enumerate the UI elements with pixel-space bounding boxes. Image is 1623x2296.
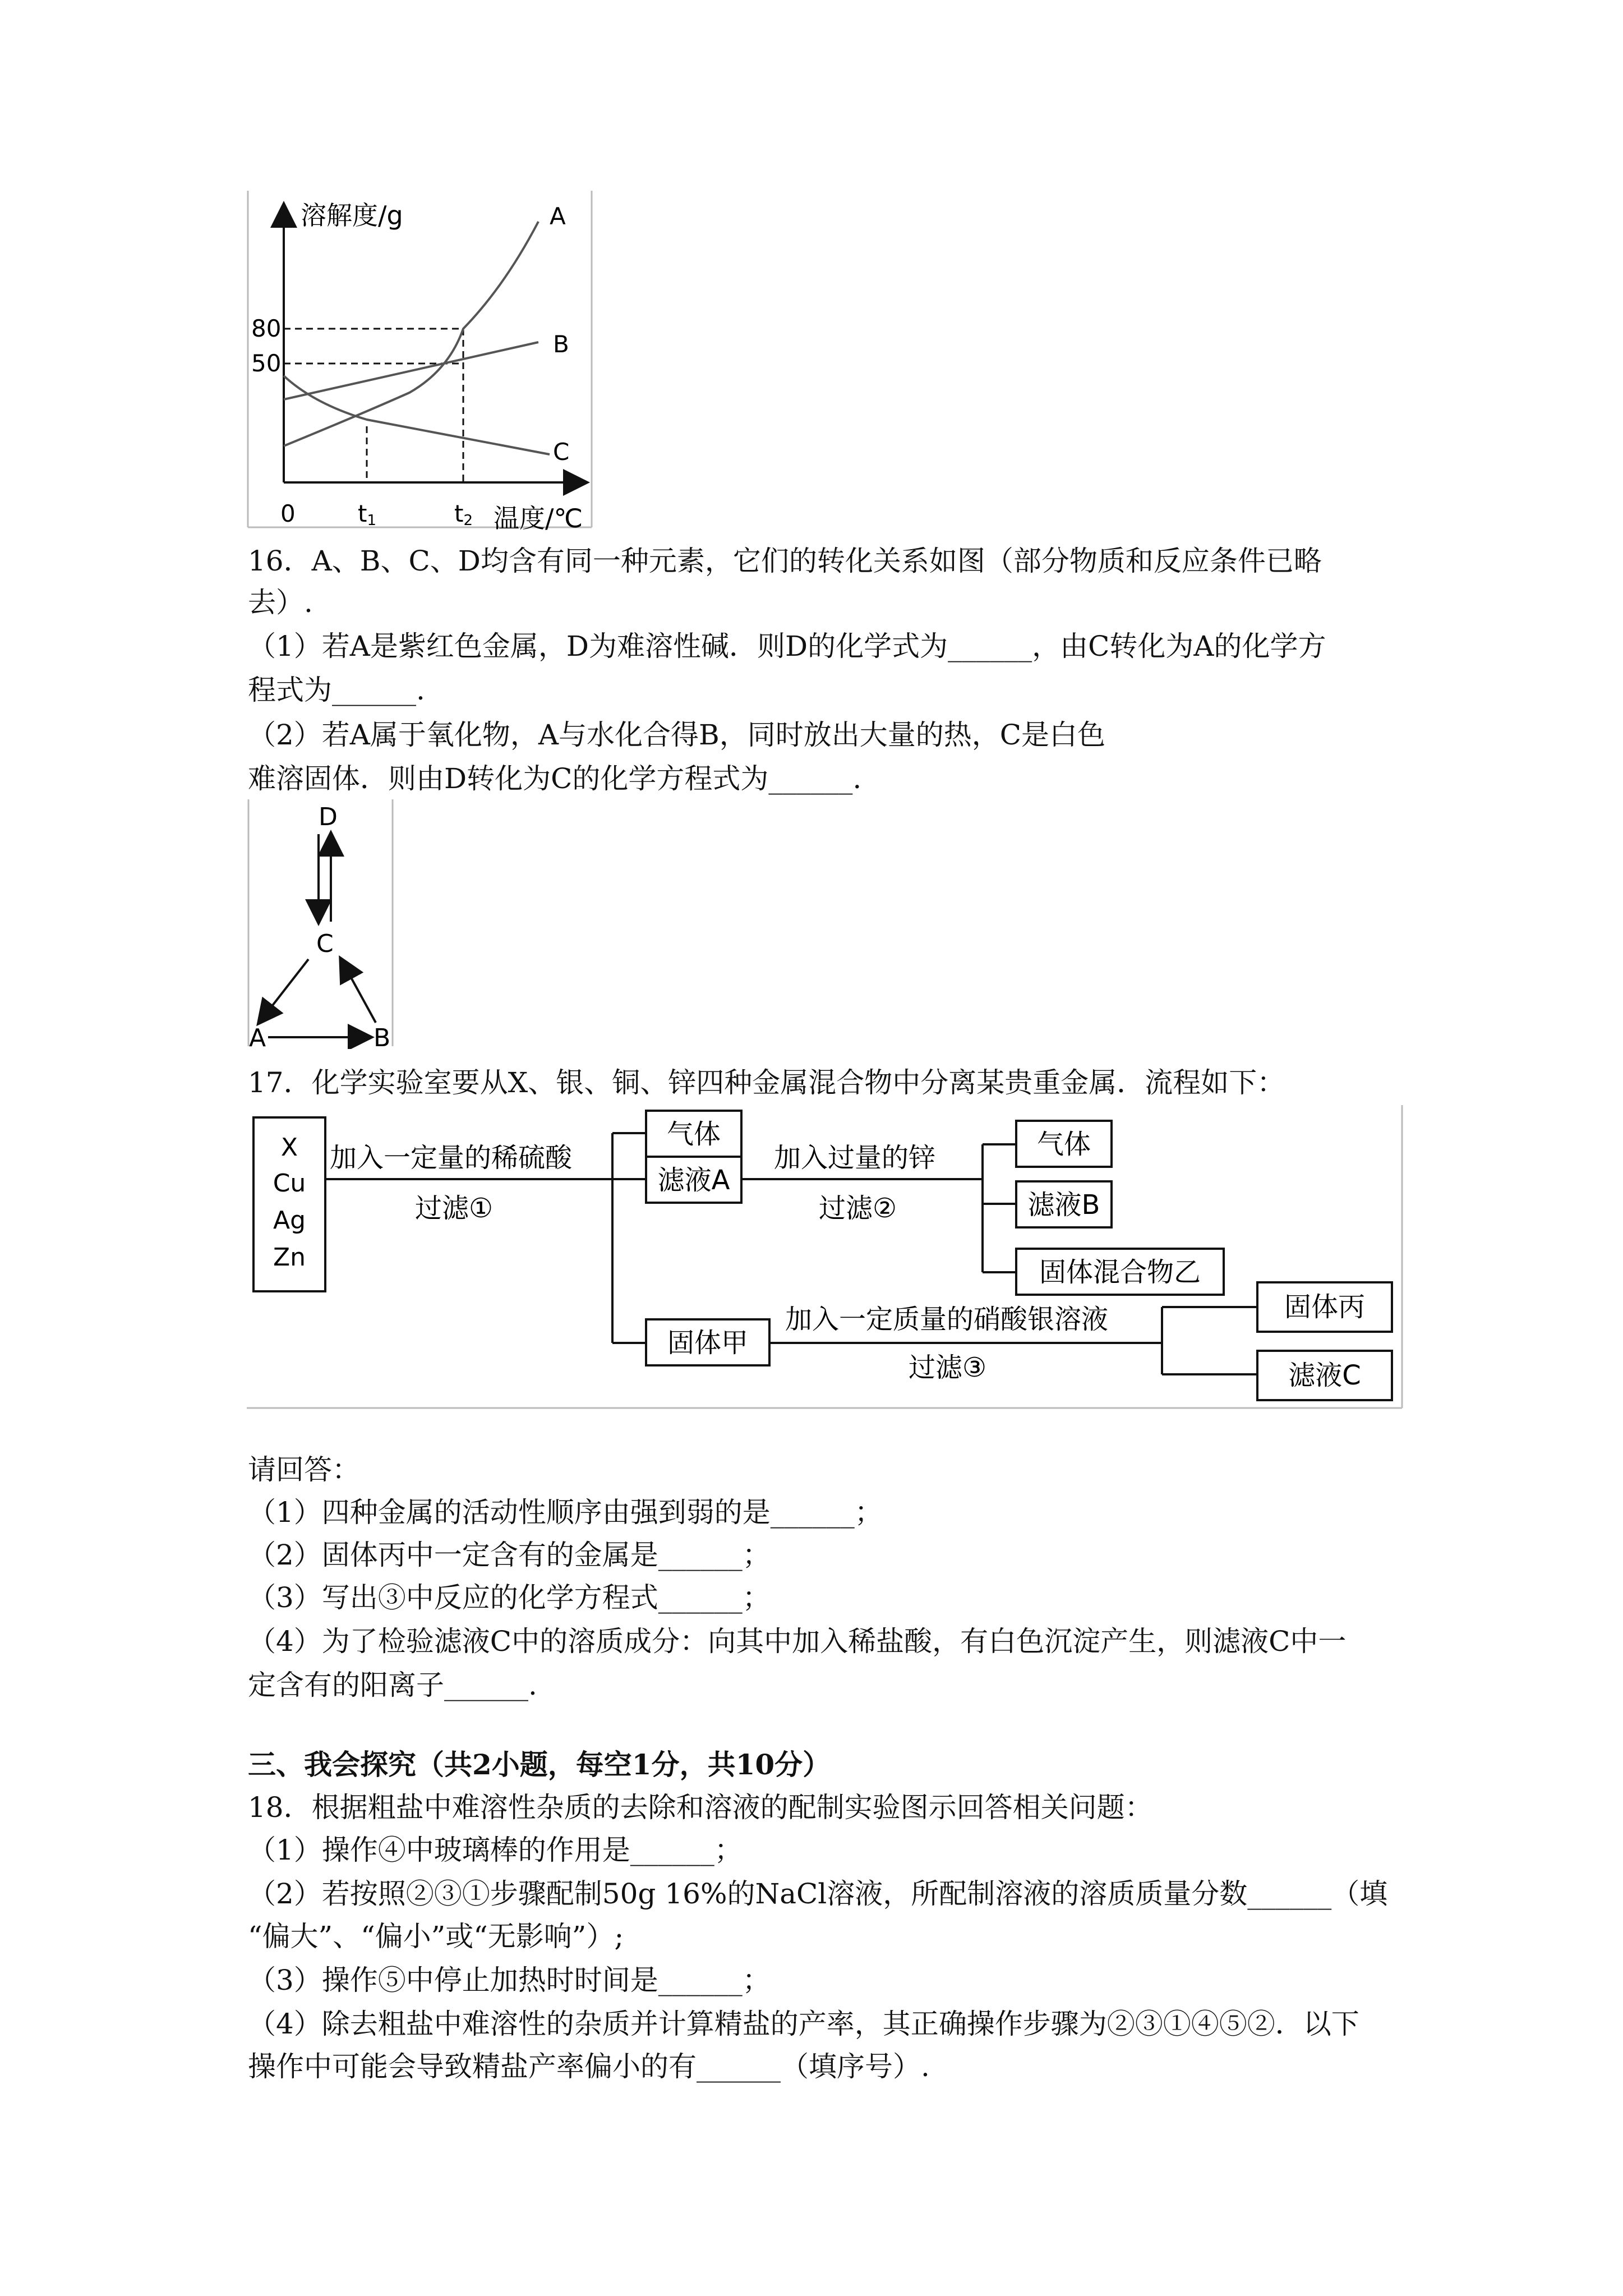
graph-label-c: C (553, 438, 570, 466)
q16-node-d: D (319, 803, 338, 831)
q17-line-1: 17．化学实验室要从X、银、铜、锌四种金属混合物中分离某贵重金属．流程如下： (248, 1066, 1285, 1099)
q16-diagram (247, 799, 404, 1049)
q17-line-6: （4）为了检验滤液C中的溶质成分：向其中加入稀盐酸，有白色沉淀产生，则滤液C中一 (248, 1625, 1347, 1658)
q17-line-5: （3）写出③中反应的化学方程式______； (248, 1581, 771, 1614)
q18-line-1: 18．根据粗盐中难溶性杂质的去除和溶液的配制实验图示回答相关问题： (248, 1791, 1153, 1824)
q16-line-6: 难溶固体．则由D转化为C的化学方程式为______. (248, 762, 862, 795)
flow-step3: 加入一定质量的硝酸银溶液 (785, 1304, 1109, 1335)
q16-node-c: C (316, 930, 334, 958)
flow-step1: 加入一定量的稀硫酸 (330, 1142, 573, 1174)
flow-mix-cu: Cu (273, 1169, 306, 1198)
graph-ylabel: 溶解度/g (301, 200, 403, 231)
graph-label-a: A (550, 203, 566, 230)
flow-mix-x: X (280, 1133, 298, 1162)
q17-line-3: （1）四种金属的活动性顺序由强到弱的是______； (248, 1496, 883, 1529)
graph-label-50: 50 (251, 349, 282, 377)
solubility-graph (247, 191, 606, 539)
graph-xlabel: 温度/℃ (494, 503, 583, 533)
graph-t1: t1 (358, 500, 377, 529)
q16-arrow-c-to-a (259, 959, 308, 1023)
q16-line-1: 16．A、B、C、D均含有同一种元素，它们的转化关系如图（部分物质和反应条件已略 (248, 545, 1322, 577)
curve-a (284, 222, 538, 446)
flow-gas1: 气体 (666, 1119, 721, 1150)
q18-line-2: （1）操作④中玻璃棒的作用是______； (248, 1834, 743, 1866)
q16-line-3: （1）若A是紫红色金属，D为难溶性碱．则D的化学式为______，由C转化为A的化学方 (248, 630, 1326, 662)
q18-line-3: （2）若按照②③①步骤配制50g 16%的NaCl溶液，所配制溶液的溶质质量分数______（填 (248, 1878, 1388, 1910)
flow-solid-bing: 固体丙 (1284, 1291, 1366, 1323)
flow-solid-yi: 固体混合物乙 (1039, 1257, 1201, 1288)
flow-step2: 加入过量的锌 (774, 1142, 936, 1174)
q16-node-a: A (249, 1024, 266, 1049)
flow-filtrate-b: 滤液B (1027, 1189, 1100, 1221)
graph-t2: t2 (454, 500, 473, 529)
q16-node-b: B (374, 1024, 391, 1049)
section3-title: 三、我会探究（共2小题，每空1分，共10分） (248, 1748, 831, 1781)
flow-filter3: 过滤③ (909, 1352, 987, 1383)
graph-label-80: 80 (251, 315, 282, 342)
flow-filter2: 过滤② (819, 1193, 897, 1224)
q18-line-6: （4）除去粗盐中难溶性的杂质并计算精盐的产率，其正确操作步骤为②③①④⑤②．以下 (248, 2008, 1359, 2040)
q17-line-7: 定含有的阳离子______. (248, 1669, 537, 1701)
flow-filtrate-c: 滤液C (1288, 1360, 1361, 1391)
graph-label-b: B (553, 330, 569, 358)
q17-line-2: 请回答： (248, 1453, 360, 1486)
q16-line-4: 程式为______. (248, 674, 425, 706)
q16-line-2: 去）. (248, 586, 313, 619)
q16-line-5: （2）若A属于氧化物，A与水化合得B，同时放出大量的热，C是白色 (248, 719, 1106, 751)
q18-line-5: （3）操作⑤中停止加热时时间是______； (248, 1964, 771, 1996)
q17-line-4: （2）固体丙中一定含有的金属是______； (248, 1539, 771, 1571)
flow-mix-ag: Ag (273, 1206, 306, 1235)
q18-line-4: “偏大”、“偏小”或“无影响”）; (248, 1920, 624, 1953)
flow-gas2: 气体 (1036, 1129, 1091, 1160)
q16-arrow-b-to-c (341, 959, 376, 1023)
flow-filter1: 过滤① (415, 1193, 494, 1224)
flow-mix-zn: Zn (273, 1243, 306, 1272)
flow-solid-jia: 固体甲 (667, 1327, 749, 1359)
q17-flowchart (247, 1105, 1405, 1419)
q18-line-7: 操作中可能会导致精盐产率偏小的有______（填序号）. (248, 2050, 930, 2083)
flow-filtrate-a: 滤液A (657, 1165, 730, 1196)
graph-origin: 0 (280, 500, 296, 527)
